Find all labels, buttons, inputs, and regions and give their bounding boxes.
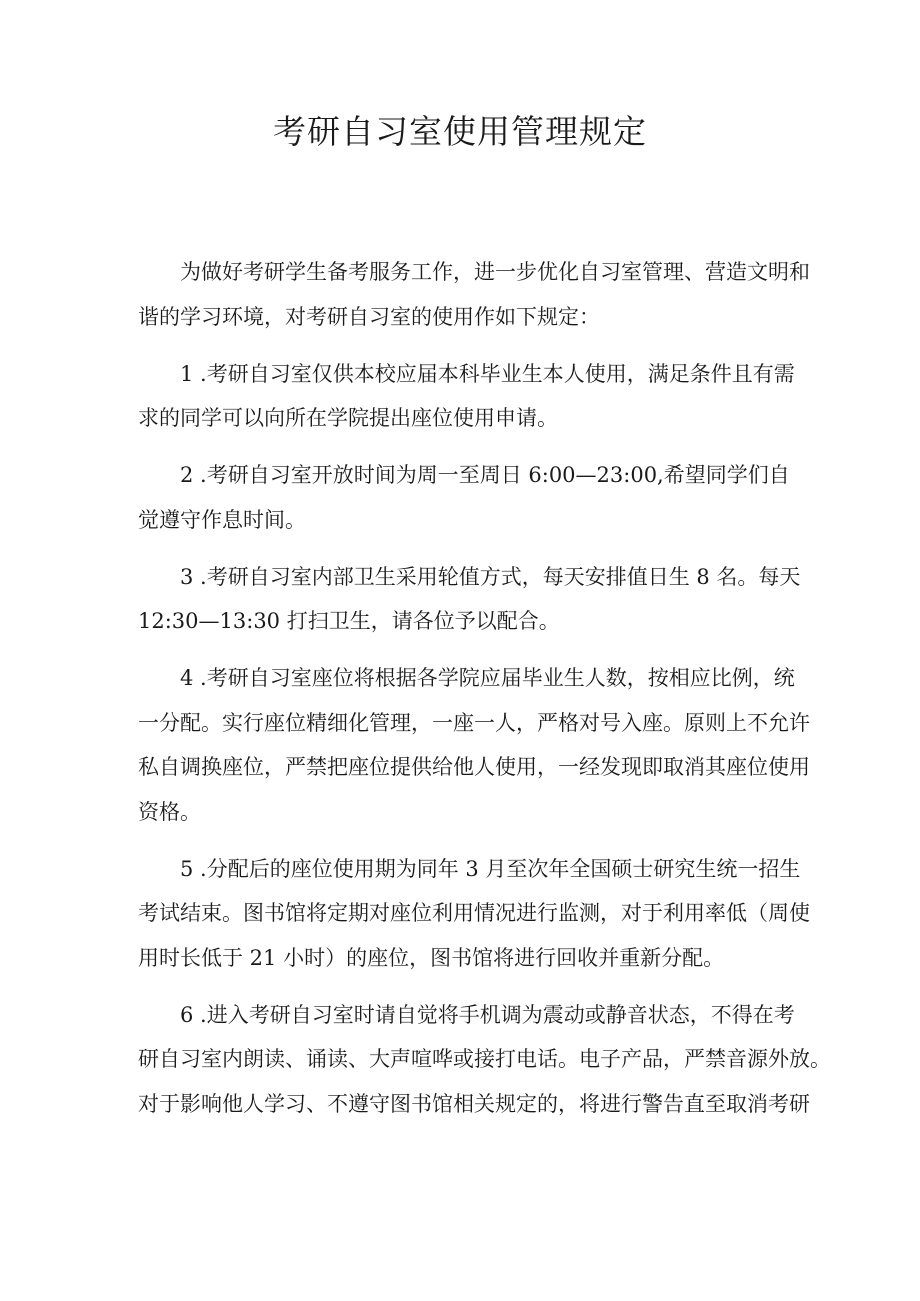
text-line: 私自调换座位，严禁把座位提供给他人使用，一经发现即取消其座位使用	[138, 755, 810, 779]
text-line: 用时长低于 21 小时）的座位，图书馆将进行回收并重新分配。	[138, 945, 725, 970]
document-body	[138, 250, 831, 1139]
text-line: 觉遵守作息时间。	[138, 507, 306, 532]
rule-paragraph-1	[138, 352, 794, 441]
rule-paragraph-4	[138, 656, 810, 834]
text-line: 2 .考研自习室开放时间为周一至周日 6:00—23:00,希望同学们自	[180, 463, 790, 487]
text-line: 谐的学习环境，对考研自习室的使用作如下规定：	[138, 304, 600, 329]
text-line: 1 .考研自习室仅供本校应届本科毕业生本人使用，满足条件且有需	[180, 361, 795, 386]
text-line: 一分配。实行座位精细化管理，一座一人，严格对号入座。原则上不允许	[138, 710, 810, 735]
intro-paragraph	[138, 250, 810, 339]
rule-paragraph-2	[138, 453, 794, 542]
rule-paragraph-6	[138, 993, 831, 1127]
text-line: 5 .分配后的座位使用期为同年 3 月至次年全国硕士研究生统一招生	[180, 856, 801, 881]
text-line: 求的同学可以向所在学院提出座位使用申请。	[138, 406, 558, 430]
rule-paragraph-3	[138, 555, 801, 644]
document-title: 考研自习室使用管理规定	[273, 112, 647, 151]
text-line: 考试结束。图书馆将定期对座位利用情况进行监测，对于利用率低（周使	[138, 901, 810, 925]
text-line: 4 .考研自习室座位将根据各学院应届毕业生人数，按相应比例，统	[180, 666, 795, 690]
text-line: 为做好考研学生备考服务工作，进一步优化自习室管理、营造文明和	[180, 260, 810, 284]
rule-paragraph-5	[138, 847, 810, 981]
text-line: 研自习室内朗读、诵读、大声喧哗或接打电话。电子产品，严禁音源外放。	[138, 1047, 831, 1071]
text-line: 资格。	[138, 799, 201, 824]
text-line: 对于影响他人学习、不遵守图书馆相关规定的，将进行警告直至取消考研	[138, 1091, 810, 1116]
text-line: 6 .进入考研自习室时请自觉将手机调为震动或静音状态，不得在考	[180, 1002, 795, 1027]
text-line: 12:30—13:30 打扫卫生，请各位予以配合。	[138, 609, 560, 633]
text-line: 3 .考研自习室内部卫生采用轮值方式，每天安排值日生 8 名。每天	[180, 564, 801, 589]
